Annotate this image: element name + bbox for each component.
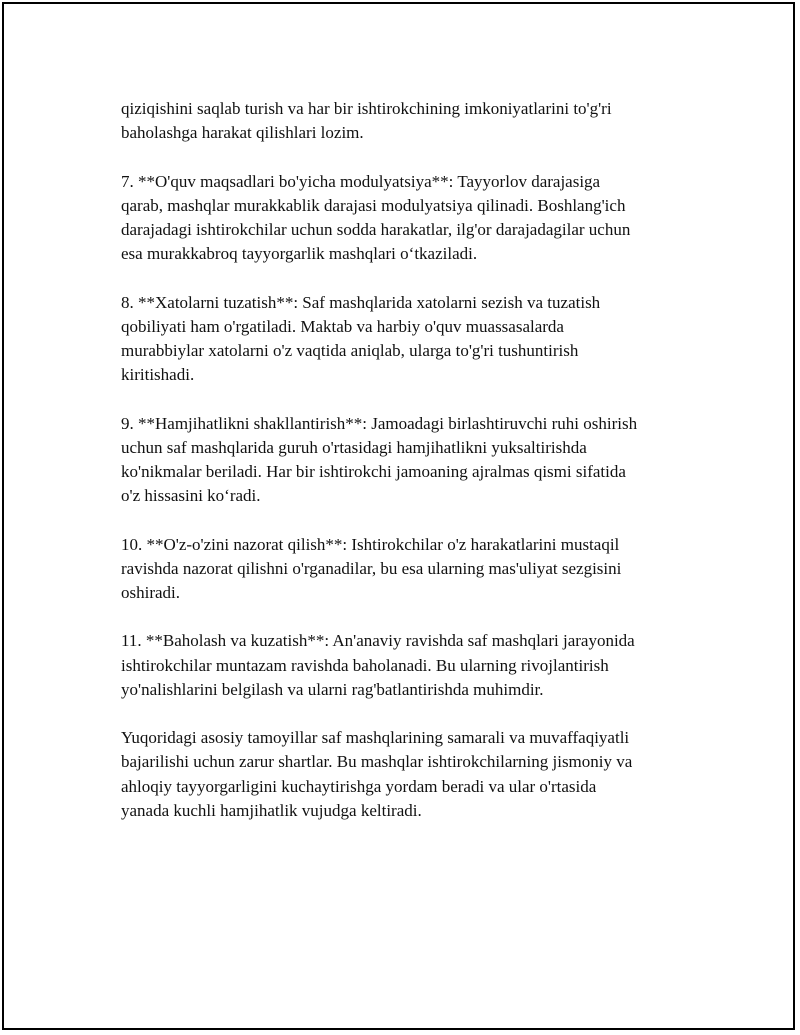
text-line: ahloqiy tayyorgarligini kuchaytirishga yordam beradi va ular o'rtasida xyxy=(121,776,597,796)
paragraph-item-10 xyxy=(121,533,696,606)
paragraph-item-9 xyxy=(121,412,696,509)
text-line: 9. **Hamjihatlikni shakllantirish**: Jamoadagi birlashtiruvchi ruhi oshirish xyxy=(121,413,638,433)
paragraph-item-8 xyxy=(121,291,696,388)
text-line: baholashga harakat qilishlari lozim. xyxy=(121,123,364,143)
text-line: esa murakkabroq tayyorgarlik mashqlari o‘tkaziladi. xyxy=(121,244,478,264)
text-line: bajarilishi uchun zarur shartlar. Bu mashqlar ishtirokchilarning jismoniy va xyxy=(121,752,633,772)
text-line: 10. **O'z-o'zini nazorat qilish**: Ishtirokchilar o'z harakatlarini mustaqil xyxy=(121,534,620,554)
paragraph-item-7 xyxy=(121,170,696,267)
page-frame xyxy=(2,2,795,1030)
text-line: 7. **O'quv maqsadlari bo'yicha modulyatsiya**: Tayyorlov darajasiga xyxy=(121,171,601,191)
text-line: ishtirokchilar muntazam ravishda baholanadi. Bu ularning rivojlantirish xyxy=(121,655,609,675)
text-line: kiritishadi. xyxy=(121,365,195,385)
text-line: murabbiylar xatolarni o'z vaqtida aniqlab, ularga to'g'ri tushuntirish xyxy=(121,341,579,360)
document-body xyxy=(121,97,696,847)
paragraph-conclusion xyxy=(121,726,696,823)
text-line: oshiradi. xyxy=(121,583,181,602)
text-line: ravishda nazorat qilishni o'rganadilar, bu esa ularning mas'uliyat sezgisini xyxy=(121,558,622,578)
text-line: darajadagi ishtirokchilar uchun sodda harakatlar, ilg'or darajadagilar uchun xyxy=(121,220,631,239)
text-line: qiziqishini saqlab turish va har bir ishtirokchining imkoniyatlarini to'g'ri xyxy=(121,99,612,118)
text-line: o'z hissasini ko‘radi. xyxy=(121,486,261,506)
text-line: qobiliyati ham o'rgatiladi. Maktab va harbiy o'quv muassasalarda xyxy=(121,316,564,336)
text-line: uchun saf mashqlarida guruh o'rtasidagi hamjihatlikni yuksaltirishda xyxy=(121,437,587,457)
paragraph-item-11 xyxy=(121,629,696,702)
text-line: yo'nalishlarini belgilash va ularni rag'batlantirishda muhimdir. xyxy=(121,679,544,699)
paragraph-continuation xyxy=(121,97,696,145)
text-line: Yuqoridagi asosiy tamoyillar saf mashqlarining samarali va muvaffaqiyatli xyxy=(121,728,630,748)
text-line: ko'nikmalar beriladi. Har bir ishtirokchi jamoaning ajralmas qismi sifatida xyxy=(121,462,626,481)
text-line: yanada kuchli hamjihatlik vujudga keltiradi. xyxy=(121,800,422,820)
text-line: 11. **Baholash va kuzatish**: An'anaviy ravishda saf mashqlari jarayonida xyxy=(121,631,635,651)
text-line: 8. **Xatolarni tuzatish**: Saf mashqlarida xatolarni sezish va tuzatish xyxy=(121,292,601,312)
text-line: qarab, mashqlar murakkablik darajasi modulyatsiya qilinadi. Boshlang'ich xyxy=(121,195,626,215)
